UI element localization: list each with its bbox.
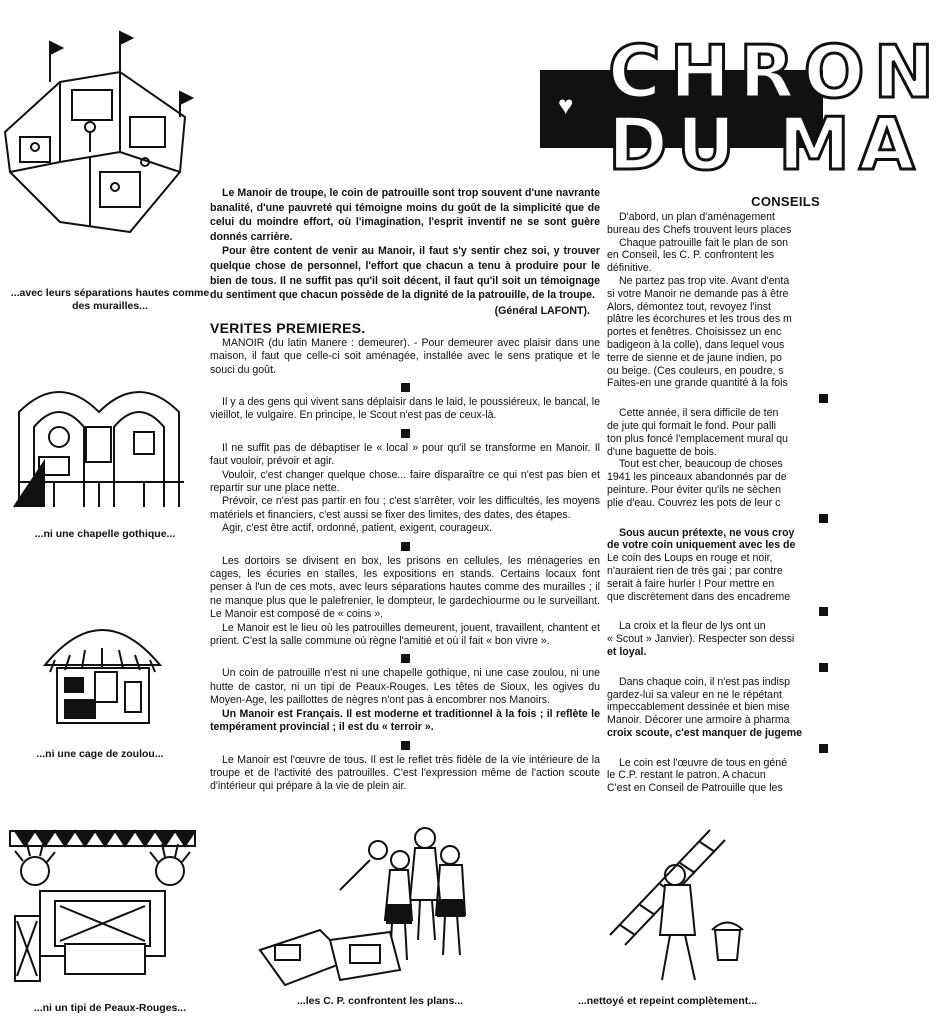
illustration-tipi [5, 826, 200, 986]
verites-body [210, 337, 600, 794]
caption-chapelle: ...ni une chapelle gothique... [34, 528, 176, 540]
square-separator-icon [401, 383, 410, 392]
conseils-line: badigeon à la colle), dans lequel vous [607, 338, 785, 351]
title-line-1: CHRON [608, 30, 943, 114]
section-heading-verites: VERITES PREMIERES. [210, 319, 366, 336]
conseils-line: croix scoute, c'est manquer de jugeme [607, 726, 803, 739]
conseils-line: Ne partez pas trop vite. Avant d'enta [619, 274, 790, 287]
paragraph: Le Manoir est le lieu où les patrouilles demeurent, jouent, travaillent, chantent et prient. C'est la salle commune où règne l'amitié et où il fait « bon vivre ». [210, 621, 600, 648]
square-separator-icon [401, 429, 410, 438]
paragraph: Il y a des gens qui vivent sans déplaisir dans le laid, le poussiéreux, le bancal, le vieillot, le vulgaire. En principe, le Scout n'est pas de ceux-là. [210, 395, 600, 422]
chronique-title [540, 20, 943, 186]
conseils-line: Faites-en une grande quantité à la fois [607, 377, 788, 390]
paragraph: Agir, c'est être actif, ordonné, patient, exigent, courageux. [222, 522, 492, 535]
conseils-line: Le coin est l'œuvre de tous en géné [619, 756, 788, 769]
caption-cage: ...ni une cage de zoulou... [36, 748, 164, 760]
illustration-chapelle [14, 372, 194, 512]
conseils-line: portes et fenêtres. Choisissez un enc [607, 326, 782, 339]
conseils-line: bureau des Chefs trouvent leurs places [607, 223, 792, 236]
conseils-line: de jute qui formait le fond. Pour palli [607, 419, 777, 432]
conseils-line: ou beige. (Ces couleurs, en poudre, s [607, 364, 784, 377]
conseils-line: D'abord, un plan d'aménagement [619, 211, 775, 223]
square-separator-icon [819, 394, 828, 403]
caption-plans: ...les C. P. confrontent les plans... [296, 995, 464, 1007]
square-separator-icon [819, 663, 828, 672]
conseils-line: ton plus foncé l'emplacement mural qu [607, 432, 789, 445]
intro-text [210, 186, 600, 303]
conseils-line: Chaque patrouille fait le plan de son [619, 236, 789, 249]
paragraph: MANOIR (du latin Manere : demeurer). - Pour demeurer avec plaisir dans une maison, il faut que celle-ci soit aménagée, installée avec le sens pratique et le souci du goût. [210, 336, 600, 376]
paragraph: Un coin de patrouille n'est ni une chapelle gothique, ni une case zoulou, ni une hutte de castor, ni un tipi de Peaux-Rouges. Les têtes de Sioux, les ogives du Moyen-Age, les paillottes de nègres n'ont pas à encombrer nos Manoirs. [210, 667, 600, 707]
conseils-line: Tout est cher, beaucoup de choses [619, 458, 783, 471]
conseils-line: Le coin des Loups en rouge et noir, [607, 552, 773, 565]
conseils-line: définitive. [607, 262, 652, 275]
conseils-line: plie d'eau. Couvrez les pots de leur c [607, 496, 781, 509]
conseils-text [607, 211, 847, 795]
caption-nettoye: ...nettoyé et repeint complètement... [577, 995, 758, 1007]
section-heading-conseils: CONSEILS [751, 194, 820, 209]
conseils-line: « Scout » Janvier). Respecter son dessi [607, 633, 795, 646]
illustration-plans [240, 820, 510, 990]
conseils-line: en Conseil, les C. P. confrontent les [607, 249, 775, 262]
conseils-line: d'une baguette de bois. [607, 445, 717, 458]
paragraph: Le Manoir est l'œuvre de tous. Il est le reflet très fidèle de la vie intérieure de la troupe et de l'activité des patrouilles. C'est l'expression même de l'action scoute d'intérieur qui prépare à la vie de plein air. [210, 753, 600, 793]
caption-separations: ...avec leurs séparations hautes comme des murailles... [10, 287, 210, 312]
caption-tipi: ...ni un tipi de Peaux-Rouges... [33, 1002, 187, 1014]
square-separator-icon [401, 542, 410, 551]
conseils-line: 1941 les pinceaux abandonnés par de [607, 471, 787, 484]
square-separator-icon [401, 654, 410, 663]
signature: (Général LAFONT). [494, 304, 590, 317]
square-separator-icon [401, 741, 410, 750]
illustration-nettoye [600, 820, 760, 990]
conseils-line: et loyal. [607, 645, 647, 658]
square-separator-icon [819, 607, 828, 616]
intro-paragraph-1: Le Manoir de troupe, le coin de patrouille sont trop souvent d'une navrante banalité, d'une pauvreté qui témoigne moins du goût de la simplicité que de celui du moindre effort, où l'imagination, l'esprit inventif ne se sont guère donnés carrière. [210, 187, 600, 243]
conseils-line: terre de sienne et de jaune indien, po [607, 351, 782, 364]
conseils-line: Alors, démontez tout, revoyez l'inst [607, 300, 771, 313]
conseils-line: La croix et la fleur de lys ont un [619, 620, 766, 633]
square-separator-icon [819, 744, 828, 753]
square-separator-icon [819, 514, 828, 523]
conseils-line: n'auraient rien de très gai ; par contre [607, 564, 783, 577]
illustration-separations [0, 22, 205, 247]
conseils-column [607, 194, 847, 795]
conseils-line: de votre coin uniquement avec les de [607, 539, 796, 552]
paragraph: Les dortoirs se divisent en box, les prisons en cellules, les ménageries en cages, les écuries en stalles, les expositions en stands. Certains locaux font penser à l'un de ces mots, avec leurs séparations hautes comme des murailles ; il ne manque plus que le palefrenier, le dompteur, le gardechiourme ou le surveillant. Le Manoir est composé de « coins ». [210, 554, 600, 621]
illustration-cage [35, 600, 170, 730]
conseils-line: que discrètement dans des encadreme [607, 590, 791, 603]
paragraph: Prévoir, ce n'est pas partir en fou ; c'est s'arrêter, voir les difficultés, les moyens matériels et financiers, c'est aussi se fixer des limites, des dates, des étapes. [210, 495, 600, 521]
paragraph: Il ne suffit pas de débaptiser le « local » pour qu'il se transforme en Manoir. Il faut vouloir, prévoir et agir. [210, 441, 600, 468]
conseils-line: Cette année, il sera difficile de ten [619, 407, 779, 420]
middle-column [210, 186, 600, 794]
conseils-line: serait à faire hurler ! Pour mettre en [607, 577, 775, 590]
conseils-line: Manoir. Décorer une armoire à pharma [607, 714, 790, 727]
conseils-line: le C.P. restant le patron. A chacun [607, 769, 766, 782]
conseils-line: plâtre les écorchures et les trous des m [607, 313, 792, 326]
conseils-line: gardez-lui sa valeur en ne le répétant [607, 688, 782, 701]
intro-paragraph-2: Pour être content de venir au Manoir, il faut s'y sentir chez soi, y trouver quelque chose de personnel, l'effort que chacun a tenu à produire pour le bien de tous. Il ne suffit pas qu'il soit décent, il faut qu'il soit un témoignage du sentiment que chacun possède de la dignité de la patrouille, de la troupe. [210, 245, 600, 302]
heart-icon: ♥ [558, 90, 574, 120]
conseils-line: Sous aucun prétexte, ne vous croy [619, 526, 795, 539]
conseils-line: si votre Manoir ne demande pas à être [607, 287, 789, 300]
conseils-line: peinture. Pour éviter qu'ils ne sèchen [607, 483, 781, 496]
conseils-line: Dans chaque coin, il n'est pas indisp [619, 675, 791, 688]
paragraph: Un Manoir est Français. Il est moderne et traditionnel à la fois ; il reflète le tempérament provincial ; il est du « terroir ». [210, 707, 600, 734]
paragraph: Vouloir, c'est changer quelque chose... faire disparaître ce qui n'est pas bien et repartir sur une place nette. [210, 468, 600, 494]
title-line-2: DU MA [608, 102, 924, 186]
conseils-line: C'est en Conseil de Patrouille que les [607, 782, 783, 795]
conseils-line: impeccablement dessinée et bien mise [607, 701, 790, 714]
